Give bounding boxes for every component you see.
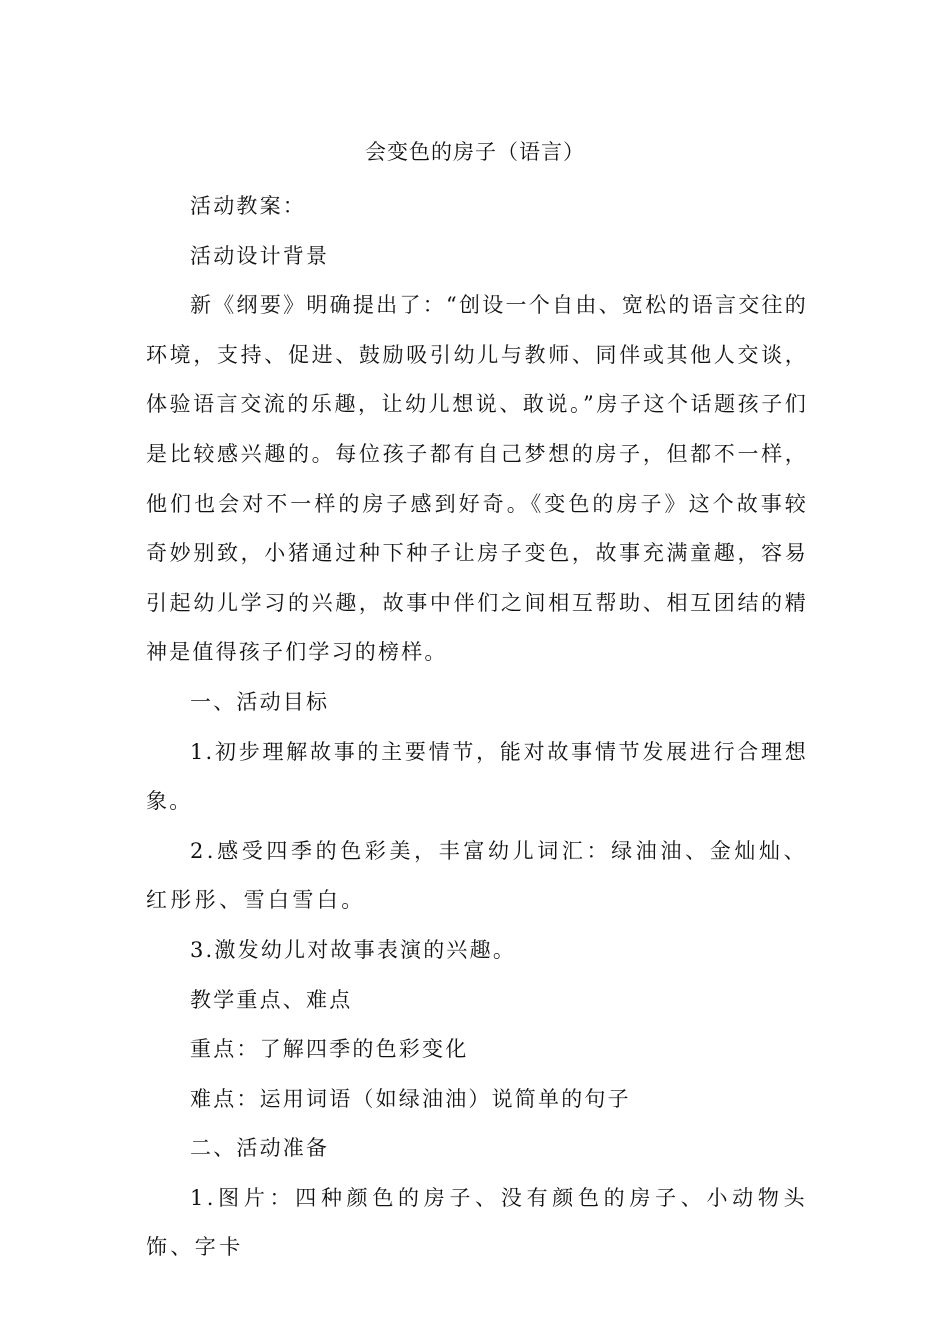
document-body [146, 182, 808, 1273]
difficulty-item: 难点：运用词语（如绿油油）说简单的句子 [190, 1086, 631, 1111]
key-point-item: 重点：了解四季的色彩变化 [190, 1037, 469, 1062]
preparation-item-1: 1.图片：四种颜色的房子、没有颜色的房子、小动物头饰、字卡 [146, 1185, 808, 1260]
objective-item-2: 2.感受四季的色彩美，丰富幼儿词汇：绿油油、金灿灿、红彤彤、雪白雪白。 [146, 838, 808, 913]
key-points-heading: 教学重点、难点 [190, 987, 353, 1012]
paragraph-design-background-heading: 活动设计背景 [190, 243, 330, 268]
document-title: 会变色的房子（语言） [365, 140, 585, 164]
paragraph-design-background: 新《纲要》明确提出了：“创设一个自由、宽松的语言交往的环境，支持、促进、鼓励吸引幼儿与教师、同伴或其他人交谈，体验语言交流的乐趣，让幼儿想说、敢说。”房子这个话题孩子们是比较感兴趣的。每位孩子都有自己梦想的房子，但都不一样，他们也会对不一样的房子感到好奇。《变色的房子》这个故事较奇妙别致，小猪通过种下种子让房子变色，故事充满童趣，容易引起幼儿学习的兴趣，故事中伴们之间相互帮助、相互团结的精神是值得孩子们学习的榜样。 [146, 293, 808, 665]
paragraph-lesson-plan-label: 活动教案： [190, 194, 306, 218]
objective-item-3: 3.激发幼儿对故事表演的兴趣。 [190, 937, 517, 962]
section-heading-objectives: 一、活动目标 [190, 689, 330, 714]
objective-item-1: 1.初步理解故事的主要情节，能对故事情节发展进行合理想象。 [146, 739, 808, 814]
section-heading-preparation: 二、活动准备 [190, 1136, 330, 1161]
